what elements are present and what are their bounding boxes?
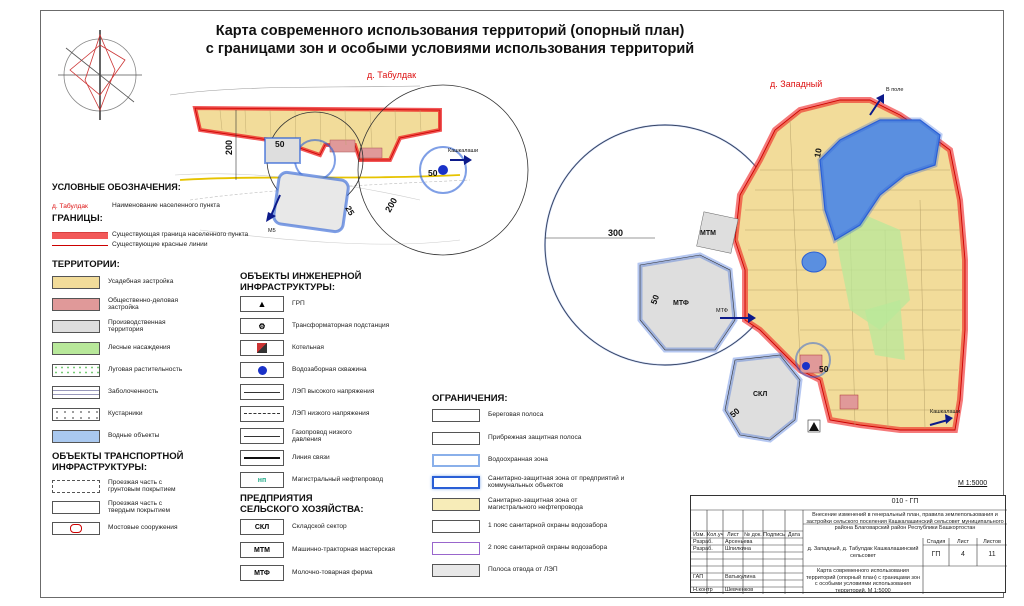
swatch-coastal-strip (432, 432, 480, 445)
label-dist-50-a: 50 (275, 139, 285, 149)
legend-engineering-label: ГРП (292, 300, 305, 308)
label-dist-50-b: 50 (428, 168, 438, 178)
legend-restriction-label: 1 пояс санитарной охраны водозабора (488, 522, 608, 530)
swatch-public (52, 298, 100, 311)
comm-line-icon (240, 450, 284, 466)
legend-transport-row (52, 497, 188, 517)
legend-engineering-row (240, 316, 389, 336)
legend-restriction-row (432, 428, 581, 448)
swatch-forest (52, 342, 100, 355)
legend-territory-label: Общественно-деловая застройка (108, 296, 179, 311)
legend-engineering-label: Газопровод низкого давления (292, 428, 352, 443)
swatch-water (52, 430, 100, 443)
legend-territory-row (52, 382, 158, 402)
stamp-sheet-header: Лист (957, 539, 969, 545)
legend-engineering-label: Водозаборная скважина (292, 366, 367, 374)
transformer-icon: ⚙ (240, 318, 284, 334)
stamp-gap-role: ГАП (693, 574, 704, 580)
swatch-swamp (52, 386, 100, 399)
transport-header: ОБЪЕКТЫ ТРАНСПОРТНОЙ ИНФРАСТРУКТУРЫ: (52, 451, 184, 473)
legend-engineering-label: Линия связи (292, 454, 330, 462)
legend-restriction-row (432, 472, 628, 492)
label-to-kashkalashi: Кашкалаши (448, 148, 479, 154)
map-title-line1: Карта современного использования территорий (опорный план) (215, 23, 685, 39)
stamp-sheet-title: Карта современного использования территорий (опорный план) с границами зон с особыми условиями использования территорий. М 1:5000 (806, 568, 920, 594)
legend-territory-label: Кустарники (108, 410, 143, 418)
legend-territory-label: Луговая растительность (108, 366, 183, 374)
label-village-zapadny: д. Западный (770, 79, 823, 89)
legend-agri-row (240, 540, 395, 560)
hv-line-icon (240, 384, 284, 400)
swatch-meadow (52, 364, 100, 377)
redline-icon (52, 245, 108, 246)
legend-territory-label: Водные объекты (108, 432, 160, 440)
map-title-line2: с границами зон и особыми условиями использования территорий (205, 41, 695, 57)
swatch-shore-strip (432, 409, 480, 422)
legend-engineering-label: ЛЭП низкого напряжения (292, 410, 370, 418)
swatch-oil-pipe-zone (432, 498, 480, 511)
label-dist-25: 25 (343, 204, 357, 218)
legend-restriction-label: Прибрежная защитная полоса (488, 434, 582, 442)
legend-engineering-row (240, 294, 305, 314)
zapadny-map (545, 94, 965, 440)
legend-territory-label: Усадебная застройка (108, 278, 174, 286)
stamp-razrab1-name: Арсеньева (725, 539, 753, 545)
legend-agri-label: Молочно-товарная ферма (292, 569, 373, 577)
legend-restriction-row (432, 538, 607, 558)
swatch-dirt-road (52, 480, 100, 493)
legend-transport-row (52, 518, 178, 538)
legend-transport-row (52, 476, 188, 496)
label-mtf: МТФ (673, 300, 689, 307)
label-dist-50-c: 50 (648, 293, 662, 306)
agri-code-skl: СКЛ (240, 519, 284, 535)
stamp-sheet: 4 (961, 551, 965, 558)
stamp-nkontr-role: Н.контр (693, 587, 713, 593)
legend-territory-label: Заболоченность (108, 388, 159, 396)
stamp-col-date: Дата (787, 532, 801, 538)
legend-redline-label: Существующие красные линии (112, 241, 208, 249)
compass-rose-icon (58, 30, 142, 120)
swatch-bridge (52, 522, 100, 535)
legend-restriction-row (432, 560, 558, 580)
grp-icon: ▲ (240, 296, 284, 312)
engineering-header: ОБЪЕКТЫ ИНЖЕНЕРНОЙ ИНФРАСТРУКТУРЫ: (240, 271, 362, 293)
legend-restriction-row (432, 516, 607, 536)
stamp-stage: ГП (931, 551, 941, 558)
legend-agri-label: Складской сектор (292, 523, 347, 531)
water-well-icon (240, 362, 284, 378)
swatch-power-line-strip (432, 564, 480, 577)
stamp-col-sign: Подпись (763, 532, 785, 538)
stamp-razrab2-role: Разраб. (693, 546, 713, 552)
stamp-gap-name: Ватыкулина (725, 574, 756, 580)
legend-engineering-label: Трансформаторная подстанция (292, 322, 390, 330)
legend-restriction-label: Полоса отвода от ЛЭП (488, 566, 558, 574)
legend-restriction-row (432, 405, 543, 425)
legend-restriction-label: Береговая полоса (488, 411, 544, 419)
stamp-col-list: Лист (727, 532, 739, 538)
legend-restriction-label: Водоохранная зона (488, 456, 548, 464)
legend-transport-label: Мостовые сооружения (108, 524, 178, 532)
legend-territory-row (52, 404, 143, 424)
swatch-paved-road (52, 501, 100, 514)
oil-pipe-icon: нп (240, 472, 284, 488)
label-m5: М5 (268, 228, 276, 234)
legend-restriction-label: Санитарно-защитная зона от предприятий и коммунальных объектов (488, 474, 625, 489)
label-to-field: В поле (886, 87, 904, 93)
legend-territory-label: Производственная территория (108, 318, 166, 333)
label-skl: СКЛ (753, 391, 768, 398)
stamp-project: Внесение изменений в генеральный план, правила землепользования и застройки сельского поселения Кашкалашинский сельсовет муниципального района Благоварский район Республики Башкортостан (806, 512, 1004, 531)
stamp-col-kol: Кол.уч (707, 532, 724, 538)
legend-engineering-row (240, 360, 367, 380)
legend-transport-label: Проезжая часть с грунтовым покрытием (108, 478, 176, 493)
stamp-object: д. Западный, д. Табулдак Кашкалашинский сельсовет (807, 546, 919, 559)
boiler-icon (240, 340, 284, 356)
legend-header: УСЛОВНЫЕ ОБОЗНАЧЕНИЯ: (52, 182, 181, 192)
stamp-razrab1-role: Разраб. (693, 539, 713, 545)
label-dist-200-b: 200 (383, 195, 400, 214)
legend-engineering-row (240, 470, 383, 490)
legend-agri-label: Машинно-тракторная мастерская (292, 546, 395, 554)
swatch-water-protection (432, 454, 480, 467)
label-dist-10: 10 (812, 147, 824, 159)
legend-agri-row (240, 517, 347, 537)
legend-restriction-label: 2 пояс санитарной охраны водозабора (488, 544, 608, 552)
lv-line-icon (240, 406, 284, 422)
legend-settlement-sample: д. Табулдак (52, 202, 88, 210)
map-scale: М 1:5000 (958, 480, 988, 487)
restrictions-header: ОГРАНИЧЕНИЯ: (432, 393, 508, 404)
label-village-tabuldak: д. Табулдак (367, 70, 417, 80)
stamp-sheets-header: Листов (983, 539, 1001, 545)
label-dist-200-a: 200 (224, 139, 234, 155)
legend-engineering-row (240, 382, 374, 402)
legend-territory-row (52, 338, 170, 358)
stamp-razrab2-name: Шпилкина (725, 546, 751, 552)
stamp-col-izm: Изм. (693, 532, 705, 538)
legend-restriction-row (432, 494, 618, 514)
stamp-code: 010 - ГП (891, 498, 919, 505)
legend-agri-row (240, 563, 373, 583)
legend-territory-row (52, 426, 159, 446)
legend-settlement-label: Наименование населенного пункта (112, 202, 220, 210)
legend-engineering-row (240, 426, 362, 446)
agri-code-mtm: МТМ (240, 542, 284, 558)
stamp-col-doc: № док. (744, 532, 762, 538)
legend-engineering-label: ЛЭП высокого напряжения (292, 388, 375, 396)
label-mtm: МТМ (700, 230, 716, 237)
legend-transport-label: Проезжая часть с твердым покрытием (108, 499, 171, 514)
gas-pipe-icon (240, 428, 284, 444)
legend-engineering-label: Котельная (292, 344, 324, 352)
legend-border-label: Существующая граница населенного пункта (112, 231, 249, 239)
stamp-nkontr-name: Шевченков (725, 587, 754, 593)
bridge-icon (70, 524, 82, 533)
agri-code-mtf: МТФ (240, 565, 284, 581)
label-mtf2: МТФ (716, 308, 728, 314)
agri-header: ПРЕДПРИЯТИЯ СЕЛЬСКОГО ХОЗЯЙСТВА: (240, 493, 364, 515)
legend-engineering-row (240, 448, 330, 468)
title-block (690, 495, 1006, 593)
territories-header: ТЕРРИТОРИИ: (52, 259, 120, 270)
label-to-kashkalashi-2: Кашкалаши (930, 409, 961, 415)
legend-territory-row (52, 294, 188, 314)
swatch-industrial (52, 320, 100, 333)
stamp-sheets: 11 (988, 551, 996, 558)
legend-restriction-label: Санитарно-защитная зона от магистрального нефтепровода (488, 496, 583, 511)
swatch-residential (52, 276, 100, 289)
legend-engineering-label: Магистральный нефтепровод (292, 476, 384, 484)
swatch-shrubs (52, 408, 100, 421)
label-dist-300: 300 (608, 228, 624, 238)
swatch-protection-belt-1 (432, 520, 480, 533)
label-dist-50-e: 50 (819, 364, 829, 374)
label-dist-50-d: 50 (727, 405, 742, 420)
legend-territory-row (52, 272, 173, 292)
legend-territory-row (52, 316, 188, 336)
legend-restriction-row (432, 450, 548, 470)
legend-territory-row (52, 360, 182, 380)
legend-engineering-row (240, 338, 324, 358)
stamp-stage-header: Стадия (926, 539, 946, 545)
swatch-sanitary-zone (432, 476, 480, 489)
legend-territory-label: Лесные насаждения (108, 344, 171, 352)
legend-engineering-row (240, 404, 369, 424)
borders-header: ГРАНИЦЫ: (52, 213, 103, 224)
legend-redline-row (52, 235, 208, 255)
swatch-protection-belt-2 (432, 542, 480, 555)
